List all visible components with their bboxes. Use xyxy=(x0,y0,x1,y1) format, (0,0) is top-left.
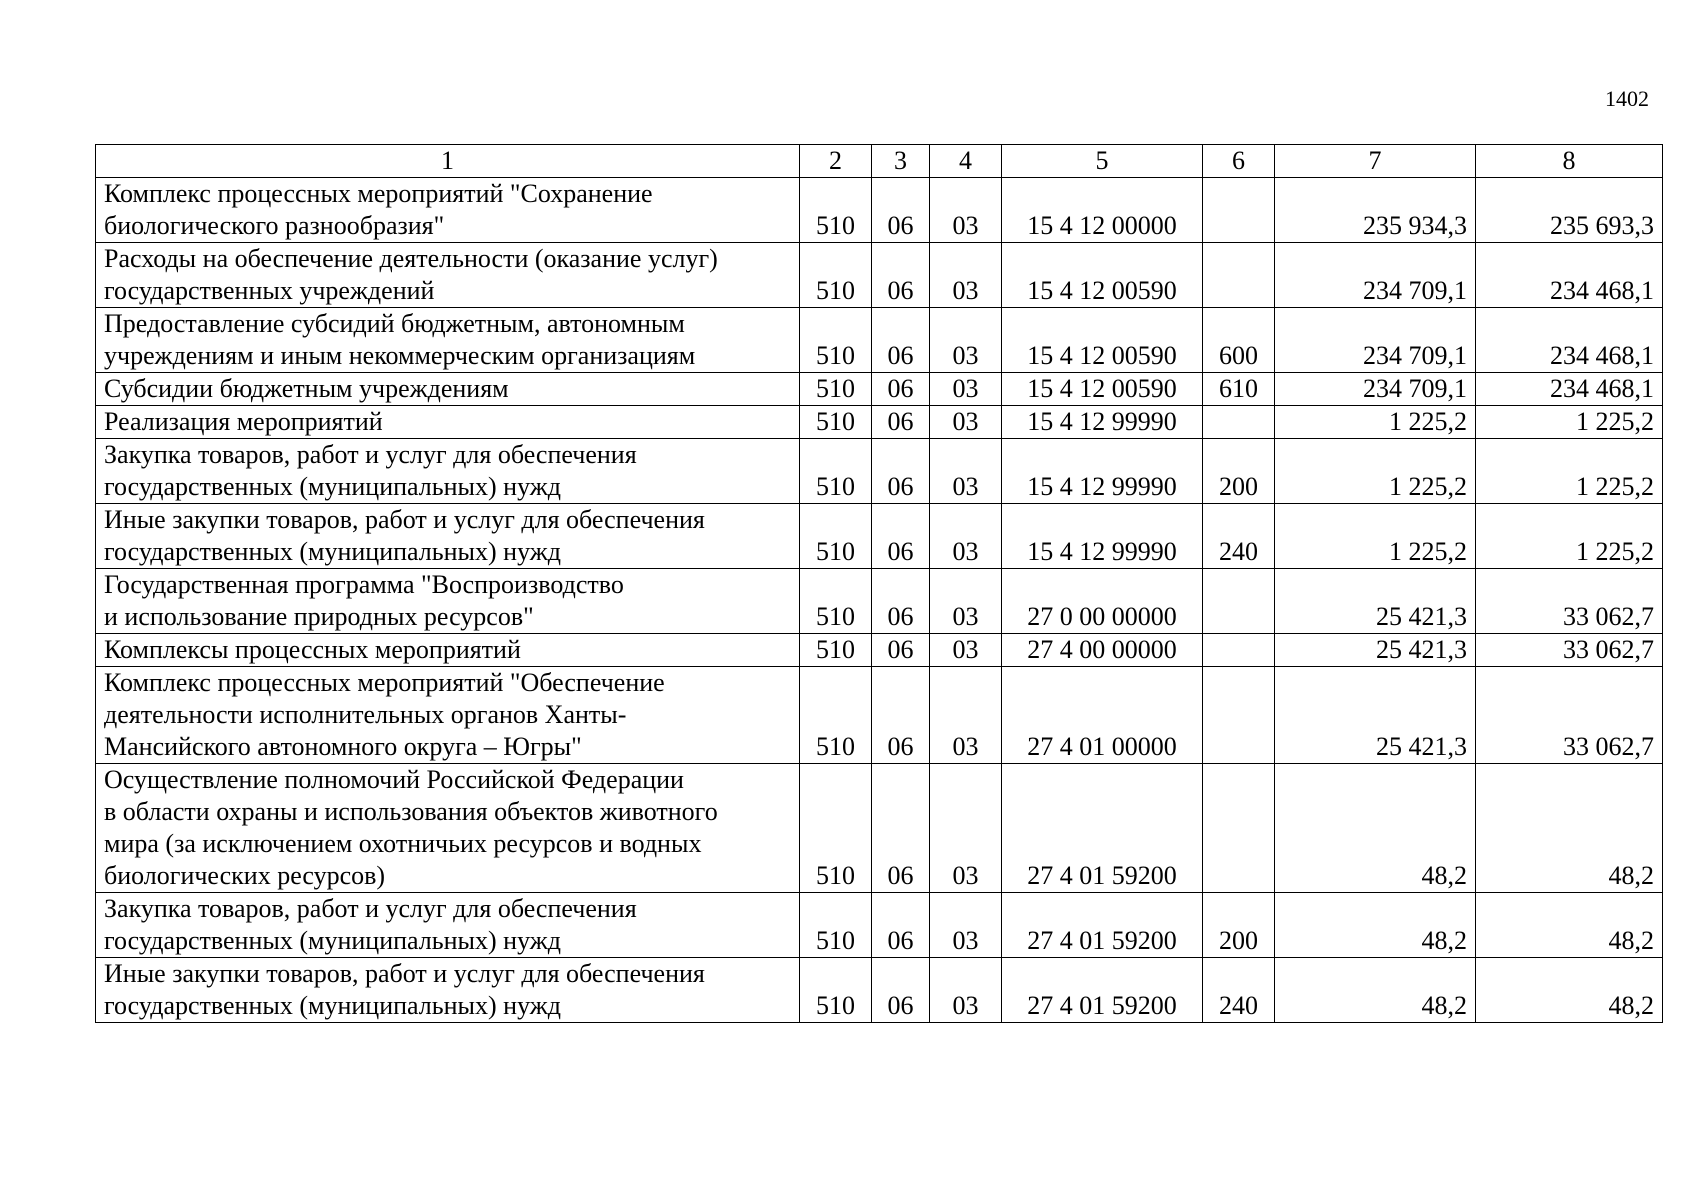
row-name-cell xyxy=(96,893,800,958)
target-article-cell: 15 4 12 00590 xyxy=(1002,308,1203,373)
expense-type-cell xyxy=(1203,569,1275,634)
target-article-cell: 15 4 12 99990 xyxy=(1002,504,1203,569)
expense-type-cell: 600 xyxy=(1203,308,1275,373)
amount-col7-cell: 1 225,2 xyxy=(1275,439,1476,504)
subsection-cell: 03 xyxy=(930,958,1002,1023)
amount-col8-cell: 1 225,2 xyxy=(1476,504,1663,569)
gov-code-cell: 510 xyxy=(800,373,872,406)
amount-col7-cell: 48,2 xyxy=(1275,958,1476,1023)
column-header: 3 xyxy=(872,145,930,178)
row-name-line: Иные закупки товаров, работ и услуг для обеспечения xyxy=(104,505,705,534)
row-name-cell xyxy=(96,439,800,504)
row-name-line: и использование природных ресурсов" xyxy=(104,602,534,631)
subsection-cell: 03 xyxy=(930,406,1002,439)
subsection-cell: 03 xyxy=(930,504,1002,569)
gov-code-cell: 510 xyxy=(800,243,872,308)
expense-type-cell xyxy=(1203,764,1275,893)
page-number: 1402 xyxy=(1605,86,1649,111)
amount-col8-cell: 1 225,2 xyxy=(1476,439,1663,504)
amount-col7-cell: 234 709,1 xyxy=(1275,308,1476,373)
subsection-cell: 03 xyxy=(930,667,1002,764)
amount-col8-cell: 235 693,3 xyxy=(1476,178,1663,243)
amount-col8-cell: 48,2 xyxy=(1476,764,1663,893)
amount-col7-cell: 1 225,2 xyxy=(1275,406,1476,439)
section-cell: 06 xyxy=(872,308,930,373)
column-header: 8 xyxy=(1476,145,1663,178)
row-name-cell xyxy=(96,958,800,1023)
expense-type-cell: 240 xyxy=(1203,958,1275,1023)
row-name-cell xyxy=(96,764,800,893)
gov-code-cell: 510 xyxy=(800,504,872,569)
gov-code-cell: 510 xyxy=(800,764,872,893)
row-name-line: Осуществление полномочий Российской Федерации xyxy=(104,765,684,794)
target-article-cell: 15 4 12 99990 xyxy=(1002,439,1203,504)
column-header: 6 xyxy=(1203,145,1275,178)
amount-col8-cell: 33 062,7 xyxy=(1476,569,1663,634)
gov-code-cell: 510 xyxy=(800,667,872,764)
row-name-cell xyxy=(96,178,800,243)
budget-table xyxy=(95,144,1663,1023)
amount-col8-cell: 234 468,1 xyxy=(1476,243,1663,308)
gov-code-cell: 510 xyxy=(800,958,872,1023)
row-name-line: Государственная программа "Воспроизводство xyxy=(104,570,624,599)
target-article-cell: 15 4 12 00590 xyxy=(1002,243,1203,308)
row-name-cell xyxy=(96,373,800,406)
subsection-cell: 03 xyxy=(930,373,1002,406)
subsection-cell: 03 xyxy=(930,764,1002,893)
amount-col8-cell: 234 468,1 xyxy=(1476,308,1663,373)
target-article-cell: 27 4 00 00000 xyxy=(1002,634,1203,667)
amount-col7-cell: 1 225,2 xyxy=(1275,504,1476,569)
row-name-line: Субсидии бюджетным учреждениям xyxy=(104,374,509,403)
expense-type-cell xyxy=(1203,667,1275,764)
target-article-cell: 27 0 00 00000 xyxy=(1002,569,1203,634)
target-article-cell: 15 4 12 99990 xyxy=(1002,406,1203,439)
row-name-cell xyxy=(96,243,800,308)
amount-col8-cell: 33 062,7 xyxy=(1476,667,1663,764)
row-name-cell xyxy=(96,569,800,634)
expense-type-cell xyxy=(1203,406,1275,439)
amount-col8-cell: 48,2 xyxy=(1476,958,1663,1023)
row-name-line: Комплекс процессных мероприятий "Обеспечение xyxy=(104,668,665,697)
subsection-cell: 03 xyxy=(930,439,1002,504)
amount-col7-cell: 234 709,1 xyxy=(1275,373,1476,406)
expense-type-cell: 610 xyxy=(1203,373,1275,406)
row-name-line: Расходы на обеспечение деятельности (оказание услуг) xyxy=(104,244,718,273)
table-row xyxy=(96,569,1663,634)
table-row xyxy=(96,764,1663,893)
row-name-line: государственных (муниципальных) нужд xyxy=(104,926,561,955)
section-cell: 06 xyxy=(872,439,930,504)
table-row xyxy=(96,308,1663,373)
row-name-line: Комплекс процессных мероприятий "Сохранение xyxy=(104,179,653,208)
gov-code-cell: 510 xyxy=(800,893,872,958)
row-name-line: государственных (муниципальных) нужд xyxy=(104,991,561,1020)
table-row xyxy=(96,893,1663,958)
target-article-cell: 27 4 01 59200 xyxy=(1002,764,1203,893)
section-cell: 06 xyxy=(872,569,930,634)
row-name-line: биологического разнообразия" xyxy=(104,211,445,240)
subsection-cell: 03 xyxy=(930,893,1002,958)
amount-col8-cell: 48,2 xyxy=(1476,893,1663,958)
section-cell: 06 xyxy=(872,504,930,569)
table-row xyxy=(96,667,1663,764)
amount-col8-cell: 234 468,1 xyxy=(1476,373,1663,406)
row-name-line: Мансийского автономного округа – Югры" xyxy=(104,732,582,761)
amount-col7-cell: 234 709,1 xyxy=(1275,243,1476,308)
table-row xyxy=(96,243,1663,308)
gov-code-cell: 510 xyxy=(800,634,872,667)
subsection-cell: 03 xyxy=(930,569,1002,634)
row-name-line: Комплексы процессных мероприятий xyxy=(104,635,521,664)
row-name-cell xyxy=(96,504,800,569)
row-name-line: деятельности исполнительных органов Ханты- xyxy=(104,700,627,729)
section-cell: 06 xyxy=(872,178,930,243)
gov-code-cell: 510 xyxy=(800,439,872,504)
amount-col7-cell: 48,2 xyxy=(1275,893,1476,958)
section-cell: 06 xyxy=(872,764,930,893)
row-name-line: государственных (муниципальных) нужд xyxy=(104,472,561,501)
amount-col7-cell: 48,2 xyxy=(1275,764,1476,893)
row-name-line: учреждениям и иным некоммерческим организациям xyxy=(104,341,696,370)
gov-code-cell: 510 xyxy=(800,569,872,634)
row-name-line: Закупка товаров, работ и услуг для обеспечения xyxy=(104,894,637,923)
section-cell: 06 xyxy=(872,406,930,439)
subsection-cell: 03 xyxy=(930,308,1002,373)
gov-code-cell: 510 xyxy=(800,178,872,243)
target-article-cell: 27 4 01 00000 xyxy=(1002,667,1203,764)
expense-type-cell: 200 xyxy=(1203,893,1275,958)
table-row xyxy=(96,406,1663,439)
target-article-cell: 27 4 01 59200 xyxy=(1002,893,1203,958)
gov-code-cell: 510 xyxy=(800,308,872,373)
row-name-line: Иные закупки товаров, работ и услуг для обеспечения xyxy=(104,959,705,988)
row-name-line: государственных (муниципальных) нужд xyxy=(104,537,561,566)
section-cell: 06 xyxy=(872,893,930,958)
row-name-cell xyxy=(96,634,800,667)
table-row xyxy=(96,504,1663,569)
table-row xyxy=(96,439,1663,504)
expense-type-cell xyxy=(1203,243,1275,308)
table-body xyxy=(96,178,1663,1023)
table-row xyxy=(96,373,1663,406)
amount-col7-cell: 235 934,3 xyxy=(1275,178,1476,243)
table-row xyxy=(96,958,1663,1023)
table-row xyxy=(96,634,1663,667)
row-name-cell xyxy=(96,308,800,373)
row-name-line: мира (за исключением охотничьих ресурсов и водных xyxy=(104,829,702,858)
row-name-line: в области охраны и использования объектов животного xyxy=(104,797,718,826)
table-row xyxy=(96,178,1663,243)
column-header: 7 xyxy=(1275,145,1476,178)
section-cell: 06 xyxy=(872,373,930,406)
column-header: 2 xyxy=(800,145,872,178)
target-article-cell: 15 4 12 00000 xyxy=(1002,178,1203,243)
section-cell: 06 xyxy=(872,243,930,308)
subsection-cell: 03 xyxy=(930,178,1002,243)
expense-type-cell xyxy=(1203,634,1275,667)
section-cell: 06 xyxy=(872,667,930,764)
column-header: 1 xyxy=(96,145,800,178)
amount-col8-cell: 33 062,7 xyxy=(1476,634,1663,667)
gov-code-cell: 510 xyxy=(800,406,872,439)
subsection-cell: 03 xyxy=(930,634,1002,667)
section-cell: 06 xyxy=(872,634,930,667)
target-article-cell: 15 4 12 00590 xyxy=(1002,373,1203,406)
header-row xyxy=(96,145,1663,178)
row-name-cell xyxy=(96,406,800,439)
row-name-line: Реализация мероприятий xyxy=(104,407,383,436)
row-name-line: Закупка товаров, работ и услуг для обеспечения xyxy=(104,440,637,469)
row-name-line: биологических ресурсов) xyxy=(104,861,386,890)
amount-col7-cell: 25 421,3 xyxy=(1275,634,1476,667)
column-header: 5 xyxy=(1002,145,1203,178)
section-cell: 06 xyxy=(872,958,930,1023)
expense-type-cell: 200 xyxy=(1203,439,1275,504)
expense-type-cell xyxy=(1203,178,1275,243)
subsection-cell: 03 xyxy=(930,243,1002,308)
amount-col7-cell: 25 421,3 xyxy=(1275,667,1476,764)
column-header: 4 xyxy=(930,145,1002,178)
target-article-cell: 27 4 01 59200 xyxy=(1002,958,1203,1023)
expense-type-cell: 240 xyxy=(1203,504,1275,569)
amount-col7-cell: 25 421,3 xyxy=(1275,569,1476,634)
row-name-line: Предоставление субсидий бюджетным, автономным xyxy=(104,309,685,338)
row-name-line: государственных учреждений xyxy=(104,276,435,305)
row-name-cell xyxy=(96,667,800,764)
amount-col8-cell: 1 225,2 xyxy=(1476,406,1663,439)
